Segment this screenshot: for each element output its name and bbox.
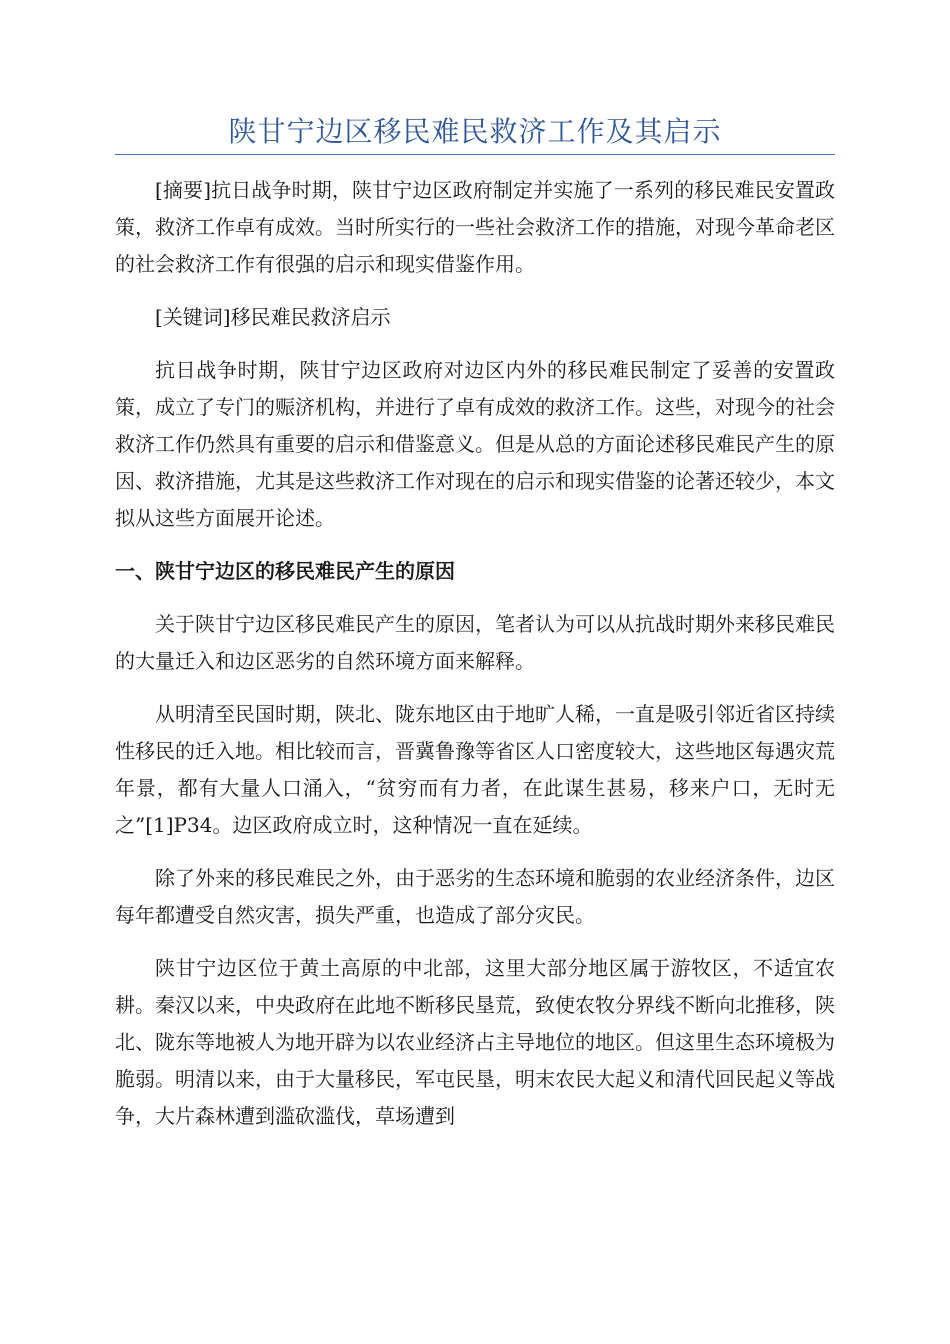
abstract-paragraph: [摘要]抗日战争时期，陕甘宁边区政府制定并实施了一系列的移民难民安置政策，救济工作卓有成效。当时所实行的一些社会救济工作的措施，对现今革命老区的社会救济工作有很强的启示和现实借鉴作用。 — [115, 178, 835, 276]
body-paragraph: 从明清至民国时期，陕北、陇东地区由于地旷人稀，一直是吸引邻近省区持续性移民的迁入地。相比较而言，晋冀鲁豫等省区人口密度较大，这些地区每遇灾荒年景，都有大量人口涌入，“贫穷而有力者，在此谋生甚易，移来户口，无时无之”[1]P34。边区政府成立时，这种情况一直在延续。 — [115, 702, 835, 837]
document-title: 陕甘宁边区移民难民救济工作及其启示 — [228, 115, 722, 148]
title-underline — [115, 154, 835, 155]
section-heading: 一、陕甘宁边区的移民难民产生的原因 — [115, 559, 455, 583]
body-paragraph: 陕甘宁边区位于黄土高原的中北部，这里大部分地区属于游牧区，不适宜农耕。秦汉以来，中央政府在此地不断移民垦荒，致使农牧分界线不断向北推移，陕北、陇东等地被人为地开辟为以农业经济占主导地位的地区。但这里生态环境极为脆弱。明清以来，由于大量移民，军屯民垦，明末农民大起义和清代回民起义等战争，大片森林遭到滥砍滥伐，草场遭到 — [115, 956, 835, 1128]
body-paragraph: 除了外来的移民难民之外，由于恶劣的生态环境和脆弱的农业经济条件，边区每年都遭受自然灾害，损失严重，也造成了部分灾民。 — [115, 866, 835, 927]
body-paragraph: 关于陕甘宁边区移民难民产生的原因，笔者认为可以从抗战时期外来移民难民的大量迁入和边区恶劣的自然环境方面来解释。 — [115, 612, 835, 673]
intro-paragraph: 抗日战争时期，陕甘宁边区政府对边区内外的移民难民制定了妥善的安置政策，成立了专门的赈济机构，并进行了卓有成效的救济工作。这些，对现今的社会救济工作仍然具有重要的启示和借鉴意义。但是从总的方面论述移民难民产生的原因、救济措施，尤其是这些救济工作对现在的启示和现实借鉴的论著还较少，本文拟从这些方面展开论述。 — [115, 358, 835, 530]
document-body — [115, 172, 835, 1151]
keywords-paragraph: [关键词]移民难民救济启示 — [155, 305, 391, 329]
